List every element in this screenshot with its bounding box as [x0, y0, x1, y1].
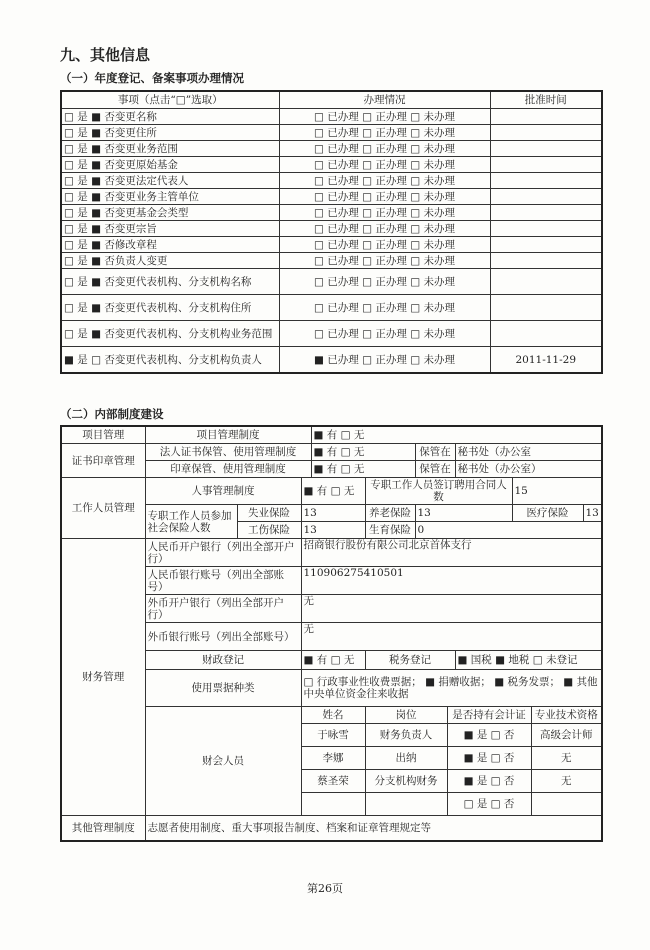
acct-post: 分支机构财务	[365, 770, 447, 793]
fiscal-reg-value: ■ 有 □ 无	[301, 651, 365, 670]
hr-system-value: ■ 有 □ 无	[301, 478, 365, 505]
acct-cert: ■ 是 □ 否	[447, 724, 531, 747]
registration-item: □ 是 ■ 否变更业务范围	[61, 141, 279, 157]
fx-account-value: 无	[301, 623, 602, 651]
rmb-account-value: 110906275410501	[301, 567, 602, 595]
acct-qual: 无	[531, 747, 602, 770]
table-row	[61, 173, 602, 189]
acct-post: 财务负责人	[365, 724, 447, 747]
acct-name: 于咏雪	[301, 724, 365, 747]
table-row	[61, 157, 602, 173]
registration-date: 2011-11-29	[490, 347, 602, 374]
registration-item: □ 是 ■ 否变更法定代表人	[61, 173, 279, 189]
registration-date	[490, 189, 602, 205]
project-mgmt-label: 项目管理	[61, 426, 145, 444]
registration-date	[490, 173, 602, 189]
seal-keeper-label: 保管在	[415, 461, 455, 478]
registration-item: □ 是 ■ 否变更宗旨	[61, 221, 279, 237]
header-item: 事项（点击“□”选取）	[61, 91, 279, 109]
registration-date	[490, 157, 602, 173]
registration-status: □ 已办理 □ 正办理 □ 未办理	[279, 157, 490, 173]
registration-item: □ 是 ■ 否变更基金会类型	[61, 205, 279, 221]
registration-status: □ 已办理 □ 正办理 □ 未办理	[279, 269, 490, 295]
acct-qual: 无	[531, 770, 602, 793]
acct-qual: 高级会计师	[531, 724, 602, 747]
registration-date	[490, 221, 602, 237]
registration-item: □ 是 ■ 否负责人变更	[61, 253, 279, 269]
fx-account-label: 外币银行账号（列出全部账号）	[145, 623, 301, 651]
registration-item: □ 是 ■ 否修改章程	[61, 237, 279, 253]
registration-item: □ 是 ■ 否变更原始基金	[61, 157, 279, 173]
acct-cert: ■ 是 □ 否	[447, 770, 531, 793]
acct-header-name: 姓名	[301, 707, 365, 724]
registration-item: □ 是 ■ 否变更代表机构、分支机构住所	[61, 295, 279, 321]
table-header-row	[61, 91, 602, 109]
table-row	[61, 321, 602, 347]
registration-item: □ 是 ■ 否变更代表机构、分支机构名称	[61, 269, 279, 295]
rmb-account-label: 人民币银行账号（列出全部账号）	[145, 567, 301, 595]
header-date: 批准时间	[490, 91, 602, 109]
section-title: 九、其他信息	[60, 46, 151, 64]
cert-keeper-label: 保管在	[415, 444, 455, 461]
acct-name: 蔡圣荣	[301, 770, 365, 793]
accounting-staff-label: 财会人员	[145, 707, 301, 816]
table-row	[61, 295, 602, 321]
cert-keeper-value: 秘书处（办公室	[455, 444, 602, 461]
project-system-label: 项目管理制度	[145, 426, 311, 444]
registration-date	[490, 269, 602, 295]
registration-status: □ 已办理 □ 正办理 □ 未办理	[279, 237, 490, 253]
table-row	[61, 141, 602, 157]
registration-date	[490, 237, 602, 253]
other-mgmt-label: 其他管理制度	[61, 816, 145, 842]
project-system-value: ■ 有 □ 无	[311, 426, 602, 444]
staff-mgmt-label: 工作人员管理	[61, 478, 145, 539]
registration-table	[60, 90, 603, 374]
acct-name	[301, 793, 365, 816]
fx-bank-value: 无	[301, 595, 602, 623]
acct-header-qual: 专业技术资格	[531, 707, 602, 724]
registration-date	[490, 125, 602, 141]
unemployment-value: 13	[301, 505, 365, 522]
registration-date	[490, 109, 602, 125]
bill-type-label: 使用票据种类	[145, 670, 301, 707]
registration-status: □ 已办理 □ 正办理 □ 未办理	[279, 109, 490, 125]
acct-name: 李娜	[301, 747, 365, 770]
contract-count-value: 15	[512, 478, 602, 505]
registration-item: □ 是 ■ 否变更名称	[61, 109, 279, 125]
registration-item: ■ 是 □ 否变更代表机构、分支机构负责人	[61, 347, 279, 374]
contract-count-label: 专职工作人员签订聘用合同人数	[365, 478, 512, 505]
registration-status: □ 已办理 □ 正办理 □ 未办理	[279, 253, 490, 269]
registration-status: □ 已办理 □ 正办理 □ 未办理	[279, 295, 490, 321]
other-mgmt-value: 志愿者使用制度、重大事项报告制度、档案和证章管理规定等	[145, 816, 602, 842]
acct-header-cert: 是否持有会计证	[447, 707, 531, 724]
registration-status: □ 已办理 □ 正办理 □ 未办理	[279, 205, 490, 221]
pension-label: 养老保险	[365, 505, 415, 522]
injury-label: 工伤保险	[237, 522, 301, 539]
rmb-bank-label: 人民币开户银行（列出全部开户行）	[145, 539, 301, 567]
registration-date	[490, 295, 602, 321]
tax-reg-value: ■ 国税 ■ 地税 □ 未登记	[455, 651, 602, 670]
medical-value: 13	[583, 505, 602, 522]
cert-system-label: 法人证书保管、使用管理制度	[145, 444, 311, 461]
maternity-label: 生育保险	[365, 522, 415, 539]
table-row	[61, 125, 602, 141]
injury-value: 13	[301, 522, 365, 539]
registration-status: □ 已办理 □ 正办理 □ 未办理	[279, 221, 490, 237]
registration-status: □ 已办理 □ 正办理 □ 未办理	[279, 189, 490, 205]
acct-cert: ■ 是 □ 否	[447, 747, 531, 770]
table-row	[61, 269, 602, 295]
registration-item: □ 是 ■ 否变更住所	[61, 125, 279, 141]
cert-system-value: ■ 有 □ 无	[311, 444, 415, 461]
unemployment-label: 失业保险	[237, 505, 301, 522]
table-row	[61, 205, 602, 221]
page-number: 第26页	[307, 882, 343, 895]
registration-status: □ 已办理 □ 正办理 □ 未办理	[279, 125, 490, 141]
registration-status: □ 已办理 □ 正办理 □ 未办理	[279, 173, 490, 189]
acct-cert: □ 是 □ 否	[447, 793, 531, 816]
registration-status: □ 已办理 □ 正办理 □ 未办理	[279, 141, 490, 157]
finance-mgmt-label: 财务管理	[61, 539, 145, 816]
acct-qual	[531, 793, 602, 816]
registration-date	[490, 205, 602, 221]
table-row	[61, 237, 602, 253]
registration-item: □ 是 ■ 否变更代表机构、分支机构业务范围	[61, 321, 279, 347]
acct-post	[365, 793, 447, 816]
seal-system-label: 印章保管、使用管理制度	[145, 461, 311, 478]
seal-keeper-value: 秘书处（办公室）	[455, 461, 602, 478]
pension-value: 13	[415, 505, 512, 522]
table-row	[61, 189, 602, 205]
acct-post: 出纳	[365, 747, 447, 770]
medical-label: 医疗保险	[512, 505, 583, 522]
rmb-bank-value: 招商银行股份有限公司北京首体支行	[301, 539, 602, 567]
table-row	[61, 253, 602, 269]
tax-reg-label: 税务登记	[365, 651, 455, 670]
subsection-title-registration: （一）年度登记、备案事项办理情况	[60, 71, 244, 85]
header-status: 办理情况	[279, 91, 490, 109]
bill-type-value: □ 行政事业性收费票据； ■ 捐赠收据； ■ 税务发票； ■ 其他中央单位资金往来收据	[301, 670, 602, 707]
subsection-title-internal: （二）内部制度建设	[60, 407, 164, 421]
table-row	[61, 221, 602, 237]
table-row	[61, 347, 602, 374]
hr-system-label: 人事管理制度	[145, 478, 301, 505]
cert-mgmt-label: 证书印章管理	[61, 444, 145, 478]
insurance-label: 专职工作人员参加社会保险人数	[145, 505, 237, 539]
seal-system-value: ■ 有 □ 无	[311, 461, 415, 478]
registration-date	[490, 141, 602, 157]
internal-system-table	[60, 425, 603, 842]
registration-date	[490, 253, 602, 269]
table-row	[61, 109, 602, 125]
fiscal-reg-label: 财政登记	[145, 651, 301, 670]
fx-bank-label: 外币开户银行（列出全部开户行）	[145, 595, 301, 623]
maternity-value: 0	[415, 522, 602, 539]
registration-date	[490, 321, 602, 347]
registration-status: ■ 已办理 □ 正办理 □ 未办理	[279, 347, 490, 374]
registration-item: □ 是 ■ 否变更业务主管单位	[61, 189, 279, 205]
acct-header-post: 岗位	[365, 707, 447, 724]
registration-status: □ 已办理 □ 正办理 □ 未办理	[279, 321, 490, 347]
